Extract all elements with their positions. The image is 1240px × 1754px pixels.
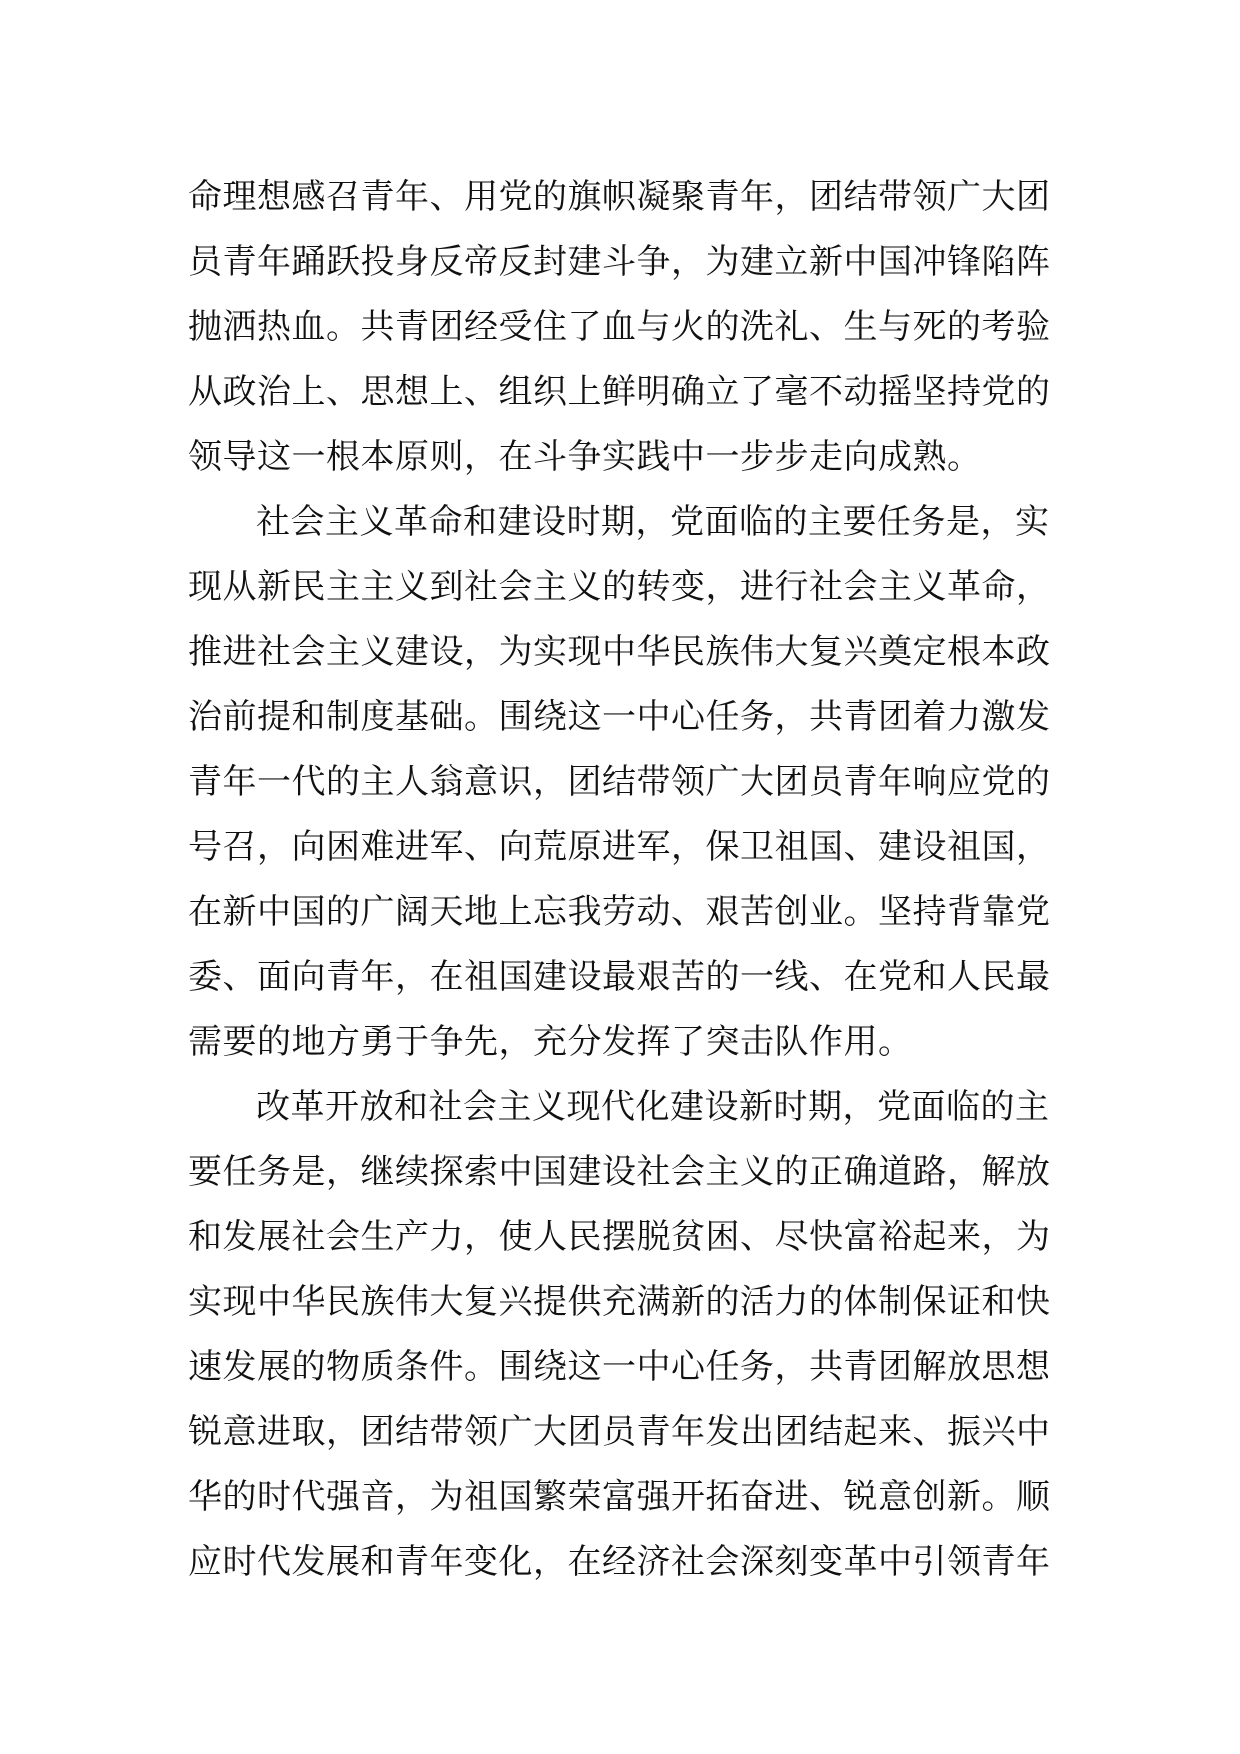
paragraph-1	[188, 165, 1051, 490]
body-text	[188, 165, 1051, 1595]
text-line: 治前提和制度基础。围绕这一中心任务，共青团着力激发	[188, 697, 1051, 737]
text-line: 华的时代强音，为祖国繁荣富强开拓奋进、锐意创新。顺	[188, 1477, 1051, 1517]
text-line: 现从新民主主义到社会主义的转变，进行社会主义革命，	[188, 567, 1051, 607]
text-line: 社会主义革命和建设时期，党面临的主要任务是，实	[256, 502, 1050, 542]
text-line: 推进社会主义建设，为实现中华民族伟大复兴奠定根本政	[188, 632, 1051, 672]
text-line: 需要的地方勇于争先，充分发挥了突击队作用。	[188, 1022, 913, 1062]
text-line: 青年一代的主人翁意识，团结带领广大团员青年响应党的	[188, 762, 1051, 802]
text-line: 要任务是，继续探索中国建设社会主义的正确道路，解放	[188, 1152, 1051, 1192]
text-line: 改革开放和社会主义现代化建设新时期，党面临的主	[256, 1087, 1050, 1127]
text-line: 员青年踊跃投身反帝反封建斗争，为建立新中国冲锋陷阵	[188, 242, 1051, 282]
text-line: 命理想感召青年、用党的旗帜凝聚青年，团结带领广大团	[188, 177, 1051, 217]
paragraph-3	[188, 1075, 1051, 1595]
text-line: 和发展社会生产力，使人民摆脱贫困、尽快富裕起来，为	[188, 1217, 1051, 1257]
paragraph-2	[188, 490, 1051, 1075]
text-line: 领导这一根本原则，在斗争实践中一步步走向成熟。	[188, 437, 982, 477]
text-line: 在新中国的广阔天地上忘我劳动、艰苦创业。坚持背靠党	[188, 892, 1051, 932]
text-line: 抛洒热血。共青团经受住了血与火的洗礼、生与死的考验	[188, 307, 1051, 347]
text-line: 号召，向困难进军、向荒原进军，保卫祖国、建设祖国，	[188, 827, 1051, 867]
text-line: 速发展的物质条件。围绕这一中心任务，共青团解放思想	[188, 1347, 1051, 1387]
text-line: 委、面向青年，在祖国建设最艰苦的一线、在党和人民最	[188, 957, 1051, 997]
text-line: 应时代发展和青年变化，在经济社会深刻变革中引领青年	[188, 1542, 1051, 1582]
text-line: 从政治上、思想上、组织上鲜明确立了毫不动摇坚持党的	[188, 372, 1051, 412]
text-line: 实现中华民族伟大复兴提供充满新的活力的体制保证和快	[188, 1282, 1051, 1322]
text-line: 锐意进取，团结带领广大团员青年发出团结起来、振兴中	[188, 1412, 1051, 1452]
